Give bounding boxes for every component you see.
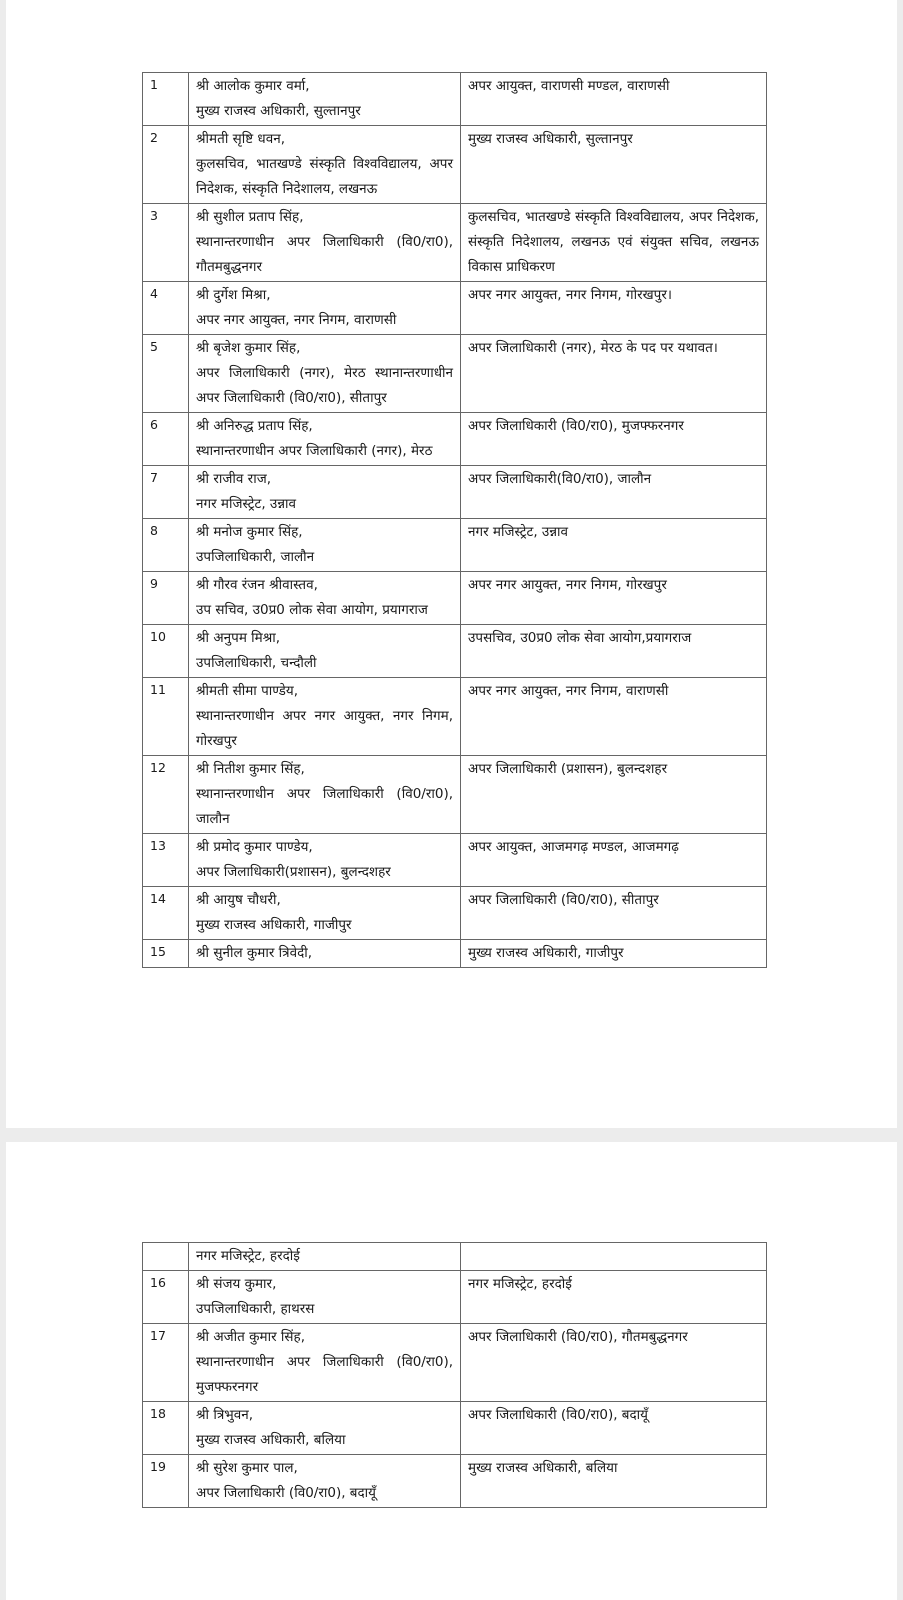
posting-text-line: कुलसचिव, भातखण्डे संस्कृति विश्वविद्यालय, अपर निदेशक, संस्कृति निदेशालय, लखनऊ एवं संयुक्त सचिव, लखनऊ विकास प्राधिकरण bbox=[468, 209, 759, 275]
table-row bbox=[143, 1455, 767, 1508]
posting-text-line: अपर जिलाधिकारी (प्रशासन), बुलन्दशहर bbox=[468, 761, 668, 777]
new-posting bbox=[461, 1402, 767, 1455]
posting-text-line: मुख्य राजस्व अधिकारी, सुल्तानपुर bbox=[468, 131, 633, 147]
officer-name-and-current-post bbox=[189, 126, 461, 204]
table-row bbox=[143, 204, 767, 282]
new-posting bbox=[461, 413, 767, 466]
table-row bbox=[143, 466, 767, 519]
serial-number: 14 bbox=[143, 887, 189, 940]
table-row bbox=[143, 1271, 767, 1324]
table-row bbox=[143, 73, 767, 126]
officer-name-and-current-post bbox=[189, 940, 461, 968]
officer-text-line: श्री प्रमोद कुमार पाण्डेय, bbox=[196, 839, 313, 855]
posting-text-line: मुख्य राजस्व अधिकारी, बलिया bbox=[468, 1460, 618, 1476]
transfer-table bbox=[142, 72, 767, 968]
officer-text-line: नगर मजिस्ट्रेट, हरदोई bbox=[196, 1248, 300, 1264]
new-posting bbox=[461, 940, 767, 968]
officer-text-line: श्री आलोक कुमार वर्मा, bbox=[196, 78, 310, 94]
officer-name-and-current-post bbox=[189, 413, 461, 466]
new-posting bbox=[461, 1324, 767, 1402]
serial-number: 10 bbox=[143, 625, 189, 678]
officer-text-line: अपर जिलाधिकारी(प्रशासन), बुलन्दशहर bbox=[196, 864, 391, 880]
serial-number: 8 bbox=[143, 519, 189, 572]
table-row bbox=[143, 756, 767, 834]
new-posting bbox=[461, 519, 767, 572]
officer-text-line: श्री बृजेश कुमार सिंह, bbox=[196, 340, 301, 356]
table-row bbox=[143, 282, 767, 335]
officer-text-line: श्री अनुपम मिश्रा, bbox=[196, 630, 281, 646]
officer-name-and-current-post bbox=[189, 73, 461, 126]
serial-number: 5 bbox=[143, 335, 189, 413]
officer-text-line: स्थानान्तरणाधीन अपर जिलाधिकारी (वि0/रा0), जालौन bbox=[196, 786, 453, 827]
posting-text-line: अपर आयुक्त, आजमगढ़ मण्डल, आजमगढ़ bbox=[468, 839, 679, 855]
officer-name-and-current-post bbox=[189, 1455, 461, 1508]
table-row bbox=[143, 887, 767, 940]
posting-text-line: अपर जिलाधिकारी (वि0/रा0), सीतापुर bbox=[468, 892, 659, 908]
officer-text-line: उप सचिव, उ0प्र0 लोक सेवा आयोग, प्रयागराज bbox=[196, 602, 428, 618]
new-posting bbox=[461, 887, 767, 940]
new-posting bbox=[461, 466, 767, 519]
officer-text-line: अपर जिलाधिकारी (वि0/रा0), बदायूँ bbox=[196, 1485, 376, 1501]
serial-number: 7 bbox=[143, 466, 189, 519]
officer-text-line: श्री संजय कुमार, bbox=[196, 1276, 277, 1292]
posting-text-line: अपर नगर आयुक्त, नगर निगम, गोरखपुर। bbox=[468, 287, 672, 303]
officer-text-line: श्री सुशील प्रताप सिंह, bbox=[196, 209, 304, 225]
officer-name-and-current-post bbox=[189, 1271, 461, 1324]
new-posting bbox=[461, 625, 767, 678]
transfer-table bbox=[142, 1242, 767, 1508]
new-posting bbox=[461, 1455, 767, 1508]
officer-text-line: कुलसचिव, भातखण्डे संस्कृति विश्वविद्यालय, अपर निदेशक, संस्कृति निदेशालय, लखनऊ bbox=[196, 156, 453, 197]
posting-text-line: अपर जिलाधिकारी (वि0/रा0), बदायूँ bbox=[468, 1407, 648, 1423]
officer-text-line: श्रीमती सृष्टि धवन, bbox=[196, 131, 286, 147]
new-posting bbox=[461, 572, 767, 625]
officer-text-line: श्री अनिरुद्ध प्रताप सिंह, bbox=[196, 418, 313, 434]
serial-number: 6 bbox=[143, 413, 189, 466]
table-row bbox=[143, 335, 767, 413]
officer-text-line: स्थानान्तरणाधीन अपर जिलाधिकारी (नगर), मेरठ bbox=[196, 443, 433, 459]
officer-name-and-current-post bbox=[189, 756, 461, 834]
officer-text-line: अपर नगर आयुक्त, नगर निगम, वाराणसी bbox=[196, 312, 397, 328]
officer-name-and-current-post bbox=[189, 335, 461, 413]
serial-number: 9 bbox=[143, 572, 189, 625]
posting-text-line: अपर जिलाधिकारी (वि0/रा0), गौतमबुद्धनगर bbox=[468, 1329, 688, 1345]
officer-name-and-current-post bbox=[189, 572, 461, 625]
officer-text-line: उपजिलाधिकारी, जालौन bbox=[196, 549, 315, 565]
officer-text-line: श्री सुनील कुमार त्रिवेदी, bbox=[196, 945, 313, 961]
serial-number: 1 bbox=[143, 73, 189, 126]
transfer-table-body bbox=[143, 1243, 767, 1508]
table-row bbox=[143, 1243, 767, 1271]
officer-name-and-current-post bbox=[189, 466, 461, 519]
posting-text-line: नगर मजिस्ट्रेट, हरदोई bbox=[468, 1276, 572, 1292]
officer-name-and-current-post bbox=[189, 678, 461, 756]
serial-number: 12 bbox=[143, 756, 189, 834]
posting-text-line: अपर नगर आयुक्त, नगर निगम, वाराणसी bbox=[468, 683, 669, 699]
officer-name-and-current-post bbox=[189, 887, 461, 940]
serial-number: 11 bbox=[143, 678, 189, 756]
officer-text-line: मुख्य राजस्व अधिकारी, गाजीपुर bbox=[196, 917, 352, 933]
officer-name-and-current-post bbox=[189, 1243, 461, 1271]
officer-text-line: श्री दुर्गेश मिश्रा, bbox=[196, 287, 271, 303]
serial-number: 13 bbox=[143, 834, 189, 887]
new-posting bbox=[461, 756, 767, 834]
officer-text-line: मुख्य राजस्व अधिकारी, बलिया bbox=[196, 1432, 346, 1448]
officer-text-line: उपजिलाधिकारी, चन्दौली bbox=[196, 655, 317, 671]
table-row bbox=[143, 940, 767, 968]
officer-text-line: श्री अजीत कुमार सिंह, bbox=[196, 1329, 305, 1345]
document-page-1 bbox=[6, 0, 897, 1128]
table-row bbox=[143, 572, 767, 625]
posting-text-line: उपसचिव, उ0प्र0 लोक सेवा आयोग,प्रयागराज bbox=[468, 630, 692, 646]
new-posting bbox=[461, 1271, 767, 1324]
table-row bbox=[143, 1402, 767, 1455]
officer-text-line: उपजिलाधिकारी, हाथरस bbox=[196, 1301, 315, 1317]
posting-text-line: अपर जिलाधिकारी(वि0/रा0), जालौन bbox=[468, 471, 652, 487]
serial-number: 4 bbox=[143, 282, 189, 335]
posting-text-line: अपर जिलाधिकारी (नगर), मेरठ के पद पर यथावत। bbox=[468, 340, 718, 356]
officer-text-line: श्री गौरव रंजन श्रीवास्तव, bbox=[196, 577, 318, 593]
posting-text-line: अपर जिलाधिकारी (वि0/रा0), मुजफ्फरनगर bbox=[468, 418, 684, 434]
new-posting bbox=[461, 335, 767, 413]
table-row bbox=[143, 126, 767, 204]
serial-number: 16 bbox=[143, 1271, 189, 1324]
serial-number: 2 bbox=[143, 126, 189, 204]
officer-name-and-current-post bbox=[189, 625, 461, 678]
officer-text-line: स्थानान्तरणाधीन अपर जिलाधिकारी (वि0/रा0), गौतमबुद्धनगर bbox=[196, 234, 453, 275]
new-posting bbox=[461, 126, 767, 204]
serial-number bbox=[143, 1243, 189, 1271]
officer-text-line: स्थानान्तरणाधीन अपर जिलाधिकारी (वि0/रा0), मुजफ्फरनगर bbox=[196, 1354, 453, 1395]
posting-text-line: अपर आयुक्त, वाराणसी मण्डल, वाराणसी bbox=[468, 78, 670, 94]
officer-text-line: श्री सुरेश कुमार पाल, bbox=[196, 1460, 298, 1476]
new-posting bbox=[461, 834, 767, 887]
serial-number: 15 bbox=[143, 940, 189, 968]
transfer-table-body bbox=[143, 73, 767, 968]
new-posting bbox=[461, 204, 767, 282]
officer-text-line: नगर मजिस्ट्रेट, उन्नाव bbox=[196, 496, 297, 512]
officer-text-line: श्री राजीव राज, bbox=[196, 471, 272, 487]
new-posting bbox=[461, 73, 767, 126]
officer-name-and-current-post bbox=[189, 519, 461, 572]
table-row bbox=[143, 625, 767, 678]
new-posting bbox=[461, 282, 767, 335]
new-posting bbox=[461, 1243, 767, 1271]
document-page-2 bbox=[6, 1142, 897, 1600]
officer-name-and-current-post bbox=[189, 204, 461, 282]
officer-text-line: श्री नितीश कुमार सिंह, bbox=[196, 761, 305, 777]
new-posting bbox=[461, 678, 767, 756]
table-row bbox=[143, 678, 767, 756]
serial-number: 3 bbox=[143, 204, 189, 282]
table-row bbox=[143, 519, 767, 572]
table-row bbox=[143, 1324, 767, 1402]
officer-text-line: मुख्य राजस्व अधिकारी, सुल्तानपुर bbox=[196, 103, 361, 119]
officer-text-line: श्रीमती सीमा पाण्डेय, bbox=[196, 683, 299, 699]
officer-name-and-current-post bbox=[189, 1324, 461, 1402]
table-row bbox=[143, 413, 767, 466]
officer-text-line: अपर जिलाधिकारी (नगर), मेरठ स्थानान्तरणाधीन अपर जिलाधिकारी (वि0/रा0), सीतापुर bbox=[196, 365, 453, 406]
posting-text-line: मुख्य राजस्व अधिकारी, गाजीपुर bbox=[468, 945, 624, 961]
serial-number: 18 bbox=[143, 1402, 189, 1455]
officer-name-and-current-post bbox=[189, 282, 461, 335]
officer-text-line: स्थानान्तरणाधीन अपर नगर आयुक्त, नगर निगम, गोरखपुर bbox=[196, 708, 453, 749]
serial-number: 19 bbox=[143, 1455, 189, 1508]
posting-text-line: अपर नगर आयुक्त, नगर निगम, गोरखपुर bbox=[468, 577, 667, 593]
serial-number: 17 bbox=[143, 1324, 189, 1402]
posting-text-line: नगर मजिस्ट्रेट, उन्नाव bbox=[468, 524, 569, 540]
officer-name-and-current-post bbox=[189, 1402, 461, 1455]
officer-name-and-current-post bbox=[189, 834, 461, 887]
table-row bbox=[143, 834, 767, 887]
officer-text-line: श्री मनोज कुमार सिंह, bbox=[196, 524, 303, 540]
officer-text-line: श्री त्रिभुवन, bbox=[196, 1407, 254, 1423]
officer-text-line: श्री आयुष चौधरी, bbox=[196, 892, 281, 908]
